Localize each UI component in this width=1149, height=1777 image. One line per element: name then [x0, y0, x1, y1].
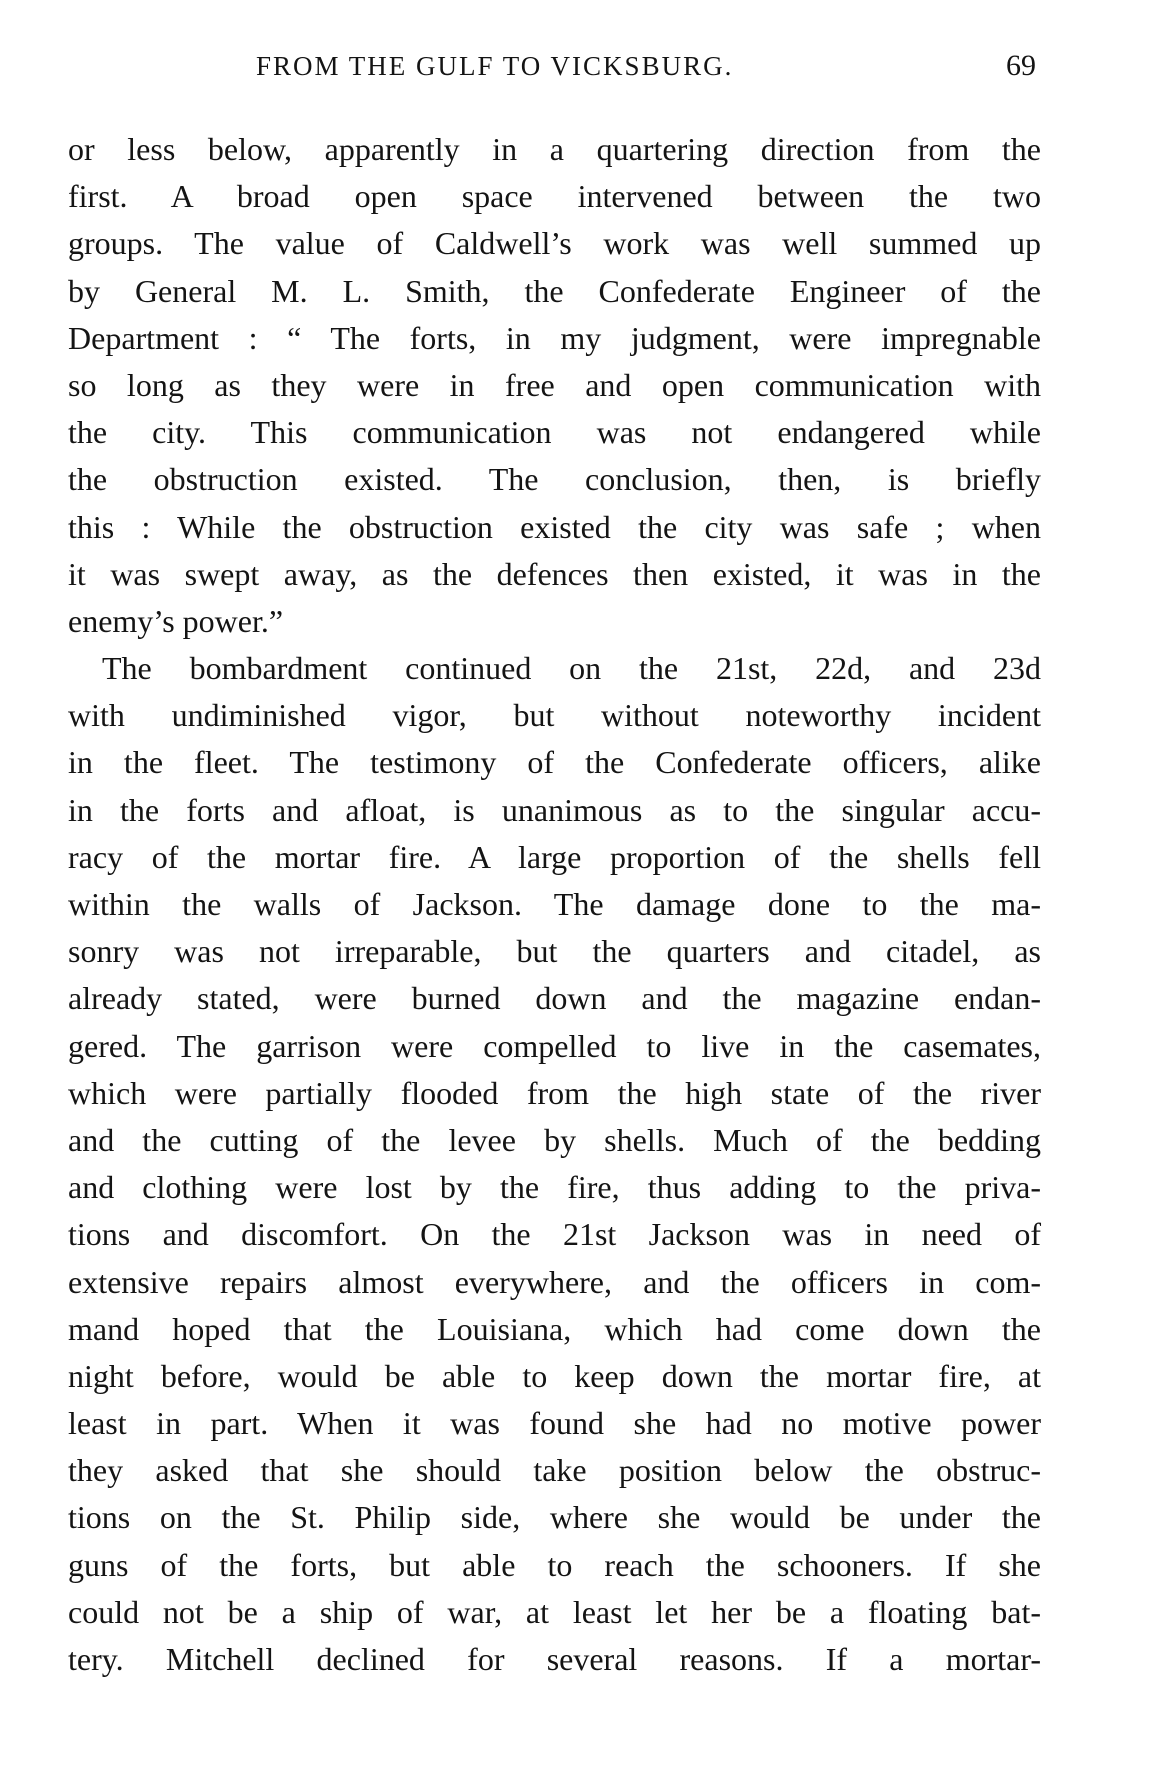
text-line: this : While the obstruction existed the city was safe ; when [68, 508, 1041, 545]
text-line: or less below, apparently in a quartering direction from the [68, 131, 1041, 167]
text-line: gered. The garrison were compelled to live in the casemates, [68, 1027, 1041, 1064]
text-line: so long as they were in free and open communication with [68, 366, 1041, 403]
text-line: within the walls of Jackson. The damage done to the ma- [68, 886, 1041, 922]
text-line: mand hoped that the Louisiana, which had come down the [68, 1310, 1041, 1347]
text-line: first. A broad open space intervened between the two [68, 178, 1041, 215]
text-line: it was swept away, as the defences then existed, it was in the [68, 555, 1041, 592]
text-line: the obstruction existed. The conclusion, then, is briefly [68, 461, 1041, 498]
running-header [0, 46, 1149, 86]
text-line: tions and discomfort. On the 21st Jackson was in need of [68, 1216, 1041, 1253]
text-line: the city. This communication was not endangered while [68, 414, 1041, 451]
text-line: groups. The value of Caldwell’s work was well summed up [68, 225, 1041, 262]
text-line: tery. Mitchell declined for several reasons. If a mortar- [68, 1641, 1041, 1677]
paragraph-end-line: enemy’s power.” [68, 602, 284, 639]
text-line: they asked that she should take position below the obstruc- [68, 1452, 1041, 1489]
text-line: extensive repairs almost everywhere, and the officers in com- [68, 1263, 1041, 1300]
text-line: racy of the mortar fire. A large proportion of the shells fell [68, 838, 1041, 875]
text-line: already stated, were burned down and the magazine endan- [68, 980, 1041, 1017]
text-line: and the cutting of the levee by shells. Much of the bedding [68, 1121, 1041, 1158]
text-line: guns of the forts, but able to reach the schooners. If she [68, 1546, 1041, 1583]
text-line: least in part. When it was found she had no motive power [68, 1405, 1041, 1442]
text-line: in the fleet. The testimony of the Confederate officers, alike [68, 744, 1041, 781]
text-line: which were partially flooded from the high state of the river [68, 1074, 1041, 1111]
text-line: tions on the St. Philip side, where she would be under the [68, 1499, 1041, 1536]
text-line: sonry was not irreparable, but the quarters and citadel, as [68, 933, 1041, 970]
text-line: night before, would be able to keep down the mortar fire, at [68, 1357, 1041, 1394]
text-line: could not be a ship of war, at least let her be a floating bat- [68, 1593, 1041, 1630]
text-line: in the forts and afloat, is unanimous as to the singular accu- [68, 791, 1041, 828]
body-text [68, 126, 1041, 1683]
page-number: 69 [1006, 49, 1036, 82]
text-line: with undiminished vigor, but without noteworthy incident [68, 697, 1041, 734]
running-title: FROM THE GULF TO VICKSBURG. [256, 51, 734, 81]
text-line: by General M. L. Smith, the Confederate Engineer of the [68, 272, 1041, 309]
text-line: and clothing were lost by the fire, thus adding to the priva- [68, 1169, 1041, 1206]
text-line: Department : “ The forts, in my judgment, were impregnable [68, 319, 1041, 356]
paragraph-start-line: The bombardment continued on the 21st, 22d, and 23d [102, 650, 1041, 687]
